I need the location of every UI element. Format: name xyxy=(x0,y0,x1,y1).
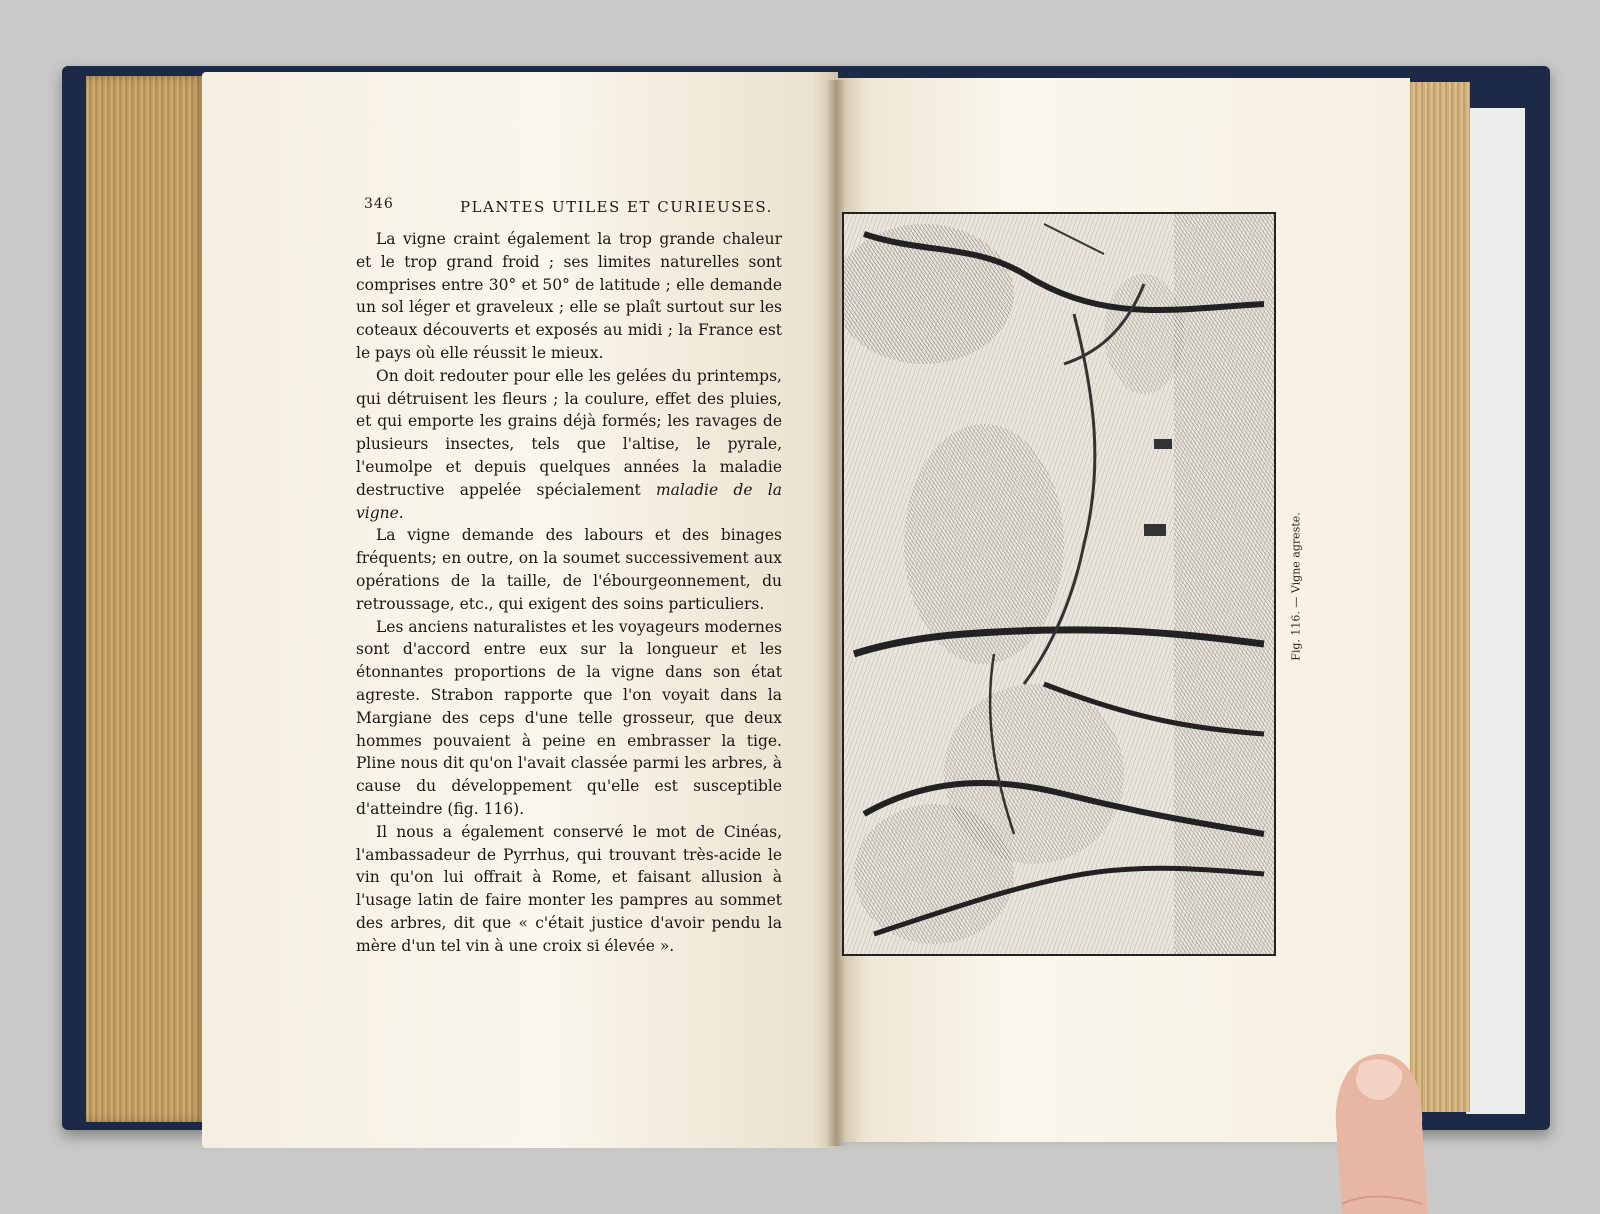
endpaper-right xyxy=(1466,108,1525,1114)
paragraph-text: On doit redouter pour elle les gelées du printemps, qui détruisent les fleurs ; la coulure, effet des pluies, et qui emporte les grains déjà formés; les ravages de plusieurs insectes, tels que l'altise, le pyrale, l'eumolpe et depuis quelques années la maladie destructive appelée spécialement xyxy=(356,366,782,499)
gilt-page-edge-right xyxy=(1400,82,1470,1112)
paragraph: Il nous a également conservé le mot de Cinéas, l'ambassadeur de Pyrrhus, qui trouvant très-acide le vin qu'on lui offrait à Rome, et faisant allusion à l'usage latin de faire monter les pampres au sommet des arbres, dit que « c'était justice d'avoir pendu la mère d'un tel vin à une croix si élevée ». xyxy=(356,822,782,955)
italic-phrase: maladie de la vigne xyxy=(356,480,782,522)
figure-caption: Fig. 116. — Vigne agreste. xyxy=(1289,512,1303,661)
paragraph: La vigne craint également la trop grande chaleur et le trop grand froid ; ses limites naturelles sont comprises entre 30° et 50° de latitude ; elle demande un sol léger et graveleux ; elle se plaît surtout sur les coteaux découverts et exposés au midi ; la France est le pays où elle réussit le mieux. xyxy=(356,230,782,362)
paragraph: La vigne demande des labours et des binages fréquents; en outre, on la soumet successivement aux opérations de la taille, de l'ébourgeonnement, du retroussage, etc., qui exigent des soins particuliers. xyxy=(356,526,782,613)
body-text xyxy=(356,228,782,958)
engraving-illustration xyxy=(842,212,1276,956)
paragraph: Les anciens naturalistes et les voyageurs modernes sont d'accord entre eux sur la longueur et les étonnantes proportions de la vigne dans son état agreste. Strabon rapporte que l'on voyait dans la Margiane des ceps d'une telle grosseur, que deux hommes pouvaient à peine en embrasser la tige. Pline nous dit qu'on l'avait classée parmi les arbres, à cause du développement qu'elle est susceptible d'atteindre (fig. 116). xyxy=(356,617,782,818)
engraving-drawing xyxy=(844,214,1274,954)
paragraph xyxy=(356,365,782,525)
gilt-page-edge-left xyxy=(86,76,206,1122)
page-number: 346 xyxy=(364,196,394,212)
italic-suffix: . xyxy=(398,503,404,522)
running-title: PLANTES UTILES ET CURIEUSES. xyxy=(460,198,773,216)
finger-holding-page xyxy=(1332,1054,1428,1214)
